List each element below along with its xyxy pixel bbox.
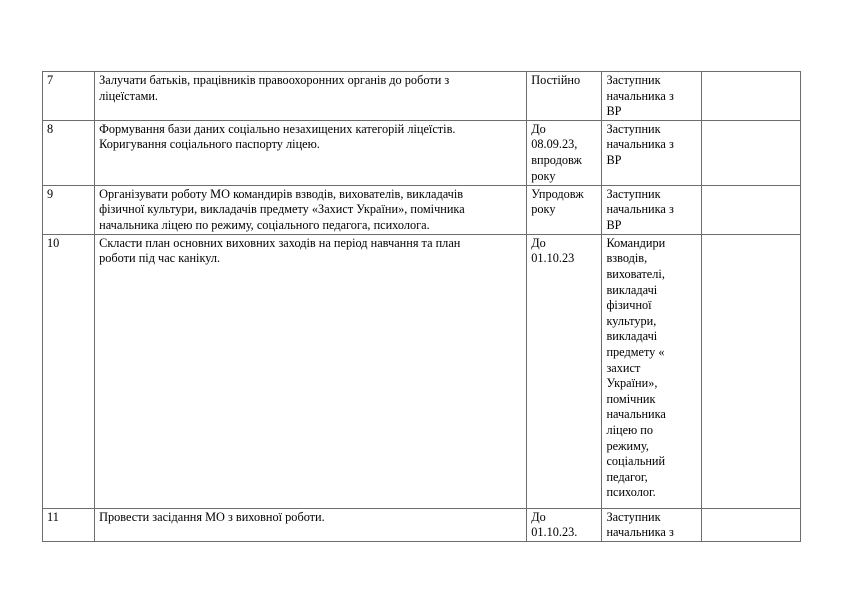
task-line: Провести засідання МО з виховної роботи. <box>99 509 325 524</box>
responsible-line: начальника з <box>606 88 674 103</box>
table-row <box>43 185 801 234</box>
task-cell <box>95 120 527 185</box>
row-number-cell: 10 <box>43 234 95 508</box>
task-line: Організувати роботу МО командирів взводів, вихователів, викладачів <box>99 186 464 201</box>
task-line: Коригування соціального паспорту ліцею. <box>99 137 320 152</box>
term-line: Упродовж <box>531 186 584 201</box>
responsible-line: начальника <box>606 407 666 422</box>
task-line: Скласти план основних виховних заходів на період навчання та план <box>99 235 461 250</box>
term-line: До <box>531 235 546 250</box>
task-line: Залучати батьків, працівників правоохоронних органів до роботи з <box>99 73 450 87</box>
responsible-line: Командири <box>606 235 666 250</box>
responsible-line: захист <box>606 360 641 375</box>
responsible-line: педагог, <box>606 469 648 484</box>
responsible-line: психолог. <box>606 485 656 500</box>
responsible-line: ліцею по <box>606 422 654 437</box>
table-row <box>43 508 801 541</box>
responsible-line: начальника з <box>606 202 674 217</box>
term-cell <box>527 234 602 508</box>
responsible-line: предмету « <box>606 344 665 359</box>
note-cell <box>701 234 800 508</box>
task-line: фізичної культури, викладачів предмету «Захист України», помічника <box>99 202 465 217</box>
row-number-cell: 7 <box>43 72 95 121</box>
term-line: року <box>531 202 556 217</box>
responsible-line: ВР <box>606 152 622 167</box>
responsible-line: викладачі <box>606 329 658 344</box>
responsible-line: Заступник <box>606 73 661 87</box>
table-row <box>43 234 801 508</box>
term-cell <box>527 185 602 234</box>
responsible-line: ВР <box>606 217 622 232</box>
task-line: ліцеїстами. <box>99 88 159 103</box>
task-cell <box>95 72 527 121</box>
responsible-line: помічник <box>606 391 656 406</box>
responsible-line: викладачі <box>606 282 658 297</box>
row-number-cell: 9 <box>43 185 95 234</box>
responsible-cell <box>602 508 701 541</box>
responsible-line: Заступник <box>606 509 661 524</box>
responsible-cell <box>602 72 701 121</box>
row-number-cell: 8 <box>43 120 95 185</box>
task-line: Формування бази даних соціально незахищених категорій ліцеїстів. <box>99 121 456 136</box>
responsible-line: вихователі, <box>606 266 665 281</box>
term-line: 08.09.23, <box>531 137 578 152</box>
task-cell <box>95 508 527 541</box>
responsible-cell <box>602 120 701 185</box>
term-line: До <box>531 509 546 524</box>
task-cell <box>95 185 527 234</box>
responsible-line: України», <box>606 376 658 391</box>
responsible-line: культури, <box>606 313 657 328</box>
table-row <box>43 72 801 121</box>
term-cell <box>527 120 602 185</box>
responsible-line: Заступник <box>606 186 661 201</box>
task-line: роботи під час канікул. <box>99 251 221 266</box>
term-line: впродовж <box>531 152 582 167</box>
responsible-line: ВР <box>606 104 622 119</box>
term-line: 01.10.23. <box>531 525 578 540</box>
note-cell <box>701 120 800 185</box>
row-number-cell: 11 <box>43 508 95 541</box>
note-cell <box>701 72 800 121</box>
plan-table <box>42 71 801 542</box>
table-row <box>43 120 801 185</box>
responsible-line: начальника з <box>606 137 674 152</box>
responsible-cell <box>602 234 701 508</box>
term-line: Постійно <box>531 73 581 87</box>
term-cell <box>527 72 602 121</box>
note-cell <box>701 508 800 541</box>
responsible-line: Заступник <box>606 121 661 136</box>
task-cell <box>95 234 527 508</box>
responsible-line: взводів, <box>606 251 648 266</box>
term-cell <box>527 508 602 541</box>
responsible-line: режиму, <box>606 438 649 453</box>
task-line: начальника ліцею по режиму, соціального педагога, психолога. <box>99 217 430 232</box>
term-line: До <box>531 121 546 136</box>
term-line: 01.10.23 <box>531 251 575 266</box>
note-cell <box>701 185 800 234</box>
responsible-line: соціальний <box>606 454 666 469</box>
responsible-line: фізичної <box>606 298 652 313</box>
term-line: року <box>531 168 556 183</box>
plan-table-body <box>43 72 801 542</box>
responsible-cell <box>602 185 701 234</box>
responsible-line: начальника з <box>606 525 674 540</box>
